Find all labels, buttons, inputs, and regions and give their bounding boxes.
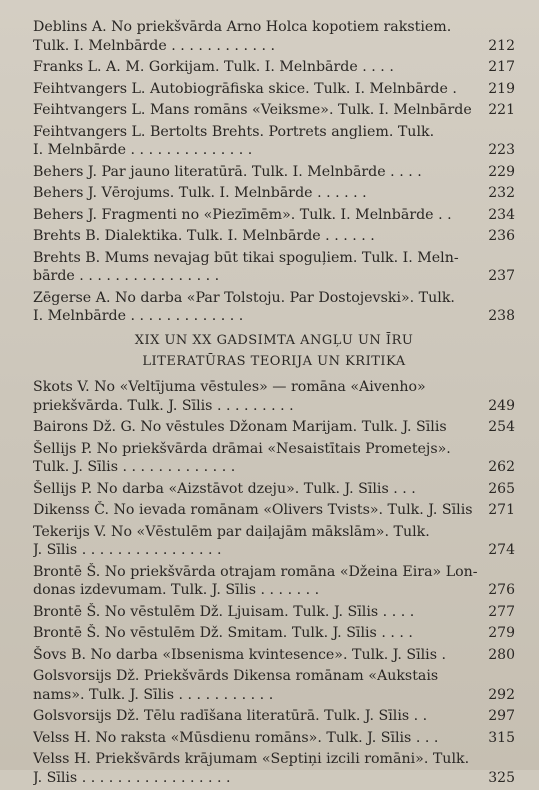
- toc-page-number: 254: [488, 419, 515, 435]
- toc-entry-line: Brehts B. Dialektika. Tulk. I. Melnbārde . . . . . .: [33, 228, 375, 244]
- toc-entry-line: Deblins A. No priekšvārda Arno Holca kopotiem rakstiem.: [33, 19, 452, 35]
- toc-page-number: 219: [488, 80, 515, 97]
- toc-entry-line: Tekerijs V. No «Vēstulēm par daiļajām mākslām». Tulk.: [33, 523, 430, 540]
- toc-entry-line: Velss H. No raksta «Mūsdienu romāns». Tulk. J. Sīlis . . .: [33, 729, 439, 746]
- toc-entry-line: Zēgerse A. No darba «Par Tolstoju. Par Dostojevski». Tulk.: [33, 289, 455, 306]
- toc-entry: [33, 440, 515, 477]
- toc-entry-line: Šovs B. No darba «Ibsenisma kvintesence». Tulk. J. Sīlis .: [33, 646, 447, 663]
- toc-entry: [33, 603, 515, 622]
- toc-page-number: 221: [488, 102, 515, 118]
- toc-entry-line: I. Melnbārde . . . . . . . . . . . . .: [33, 308, 244, 324]
- toc-entry: [33, 123, 515, 160]
- toc-page-number: 315: [488, 729, 515, 746]
- toc-entry: [33, 206, 515, 225]
- toc-page-number: 277: [488, 603, 515, 620]
- toc-entry-line: Tulk. I. Melnbārde . . . . . . . . . . . .: [33, 37, 276, 54]
- section-heading-line2: LITERATŪRAS TEORIJA UN KRITIKA: [142, 354, 406, 369]
- toc-entry-line: J. Sīlis . . . . . . . . . . . . . . . .: [33, 542, 222, 558]
- toc-page-number: 232: [488, 185, 515, 201]
- toc-entry-line: Šellijs P. No priekšvārda drāmai «Nesaistītais Prometejs».: [33, 440, 451, 457]
- toc-entry-line: Golsvorsijs Dž. Tēlu radīšana literatūrā. Tulk. J. Sīlis . .: [33, 708, 428, 724]
- toc-entry: [33, 249, 515, 286]
- toc-page-number: 249: [488, 397, 515, 414]
- toc-entry-line: J. Sīlis . . . . . . . . . . . . . . . . .: [33, 769, 231, 786]
- toc-entry-line: donas izdevumam. Tulk. J. Sīlis . . . . . . .: [33, 582, 320, 598]
- toc-page-number: 229: [488, 163, 515, 180]
- toc-entry: [33, 101, 515, 120]
- toc-list-english: [33, 378, 515, 790]
- toc-page-number: 280: [488, 646, 515, 663]
- toc-page-number: 262: [488, 459, 515, 475]
- toc-entry: [33, 729, 515, 748]
- toc-entry: [33, 227, 515, 246]
- toc-entry: [33, 523, 515, 560]
- toc-page-number: 265: [488, 480, 515, 497]
- toc-entry-line: Dikenss Č. No ievada romānam «Olivers Tvists». Tulk. J. Sīlis: [33, 502, 473, 518]
- toc-entry-line: Behers J. Vērojums. Tulk. I. Melnbārde . . . . . .: [33, 185, 367, 201]
- toc-page-number: 223: [488, 142, 515, 158]
- toc-page-number: 297: [488, 708, 515, 724]
- toc-entry-line: Velss H. Priekšvārds krājumam «Septiņi izcili romāni». Tulk.: [33, 751, 470, 767]
- toc-entry: [33, 378, 515, 415]
- toc-entry-line: Feihtvangers L. Mans romāns «Veiksme». Tulk. I. Melnbārde: [33, 102, 472, 118]
- toc-page-number: 292: [488, 686, 515, 703]
- toc-entry-line: Tulk. J. Sīlis . . . . . . . . . . . . .: [33, 459, 236, 475]
- toc-entry: [33, 163, 515, 182]
- toc-entry-line: Feihtvangers L. Autobiogrāfiska skice. Tulk. I. Melnbārde .: [33, 80, 457, 97]
- toc-entry-line: Bairons Dž. G. No vēstules Džonam Marijam. Tulk. J. Sīlis: [33, 419, 447, 435]
- toc-entry: [33, 18, 515, 55]
- toc-entry: [33, 750, 515, 787]
- toc-entry-line: nams». Tulk. J. Sīlis . . . . . . . . . . .: [33, 686, 274, 703]
- toc-list-german: [33, 18, 515, 329]
- toc-page-number: 217: [488, 59, 515, 75]
- toc-entry: [33, 58, 515, 77]
- toc-entry: [33, 184, 515, 203]
- toc-page-number: 212: [488, 37, 515, 54]
- toc-entry-line: Golsvorsijs Dž. Priekšvārds Dikensa romānam «Aukstais: [33, 668, 439, 684]
- toc-page-number: 325: [488, 769, 515, 786]
- section-heading: [33, 330, 515, 372]
- toc-entry: [33, 480, 515, 499]
- toc-entry-line: Šellijs P. No darba «Aizstāvot dzeju». Tulk. J. Sīlis . . .: [33, 480, 416, 497]
- toc-page-number: 276: [488, 582, 515, 598]
- toc-page-number: 279: [488, 625, 515, 641]
- toc-entry: [33, 289, 515, 326]
- toc-entry-line: Brontē Š. No vēstulēm Dž. Smitam. Tulk. J. Sīlis . . . .: [33, 625, 413, 641]
- toc-entry-line: priekšvārda. Tulk. J. Sīlis . . . . . . . . .: [33, 397, 294, 414]
- toc-entry-line: Brehts B. Mums nevajag būt tikai spoguļiem. Tulk. I. Meln-: [33, 249, 459, 266]
- toc-entry-line: Behers J. Par jauno literatūrā. Tulk. I. Melnbārde . . . .: [33, 163, 422, 180]
- toc-entry: [33, 501, 515, 520]
- toc-page-number: 234: [488, 206, 515, 223]
- toc-entry: [33, 646, 515, 665]
- toc-entry-line: I. Melnbārde . . . . . . . . . . . . . .: [33, 142, 253, 158]
- toc-entry-line: Feihtvangers L. Bertolts Brehts. Portrets angliem. Tulk.: [33, 123, 435, 140]
- toc-entry-line: Brontē Š. No vēstulēm Dž. Ljuisam. Tulk. J. Sīlis . . . .: [33, 603, 415, 620]
- toc-entry-line: Brontē Š. No priekšvārda otrajam romāna «Džeina Eira» Lon-: [33, 563, 478, 580]
- toc-entry-line: Skots V. No «Veltījuma vēstules» — romāna «Aivenho»: [33, 379, 426, 395]
- toc-entry: [33, 418, 515, 437]
- toc-page-number: 237: [488, 268, 515, 284]
- toc-page-number: 238: [488, 308, 515, 324]
- toc-entry: [33, 563, 515, 600]
- toc-page-number: 271: [488, 502, 515, 518]
- toc-entry-line: Franks L. A. M. Gorkijam. Tulk. I. Melnbārde . . . .: [33, 59, 394, 75]
- toc-entry: [33, 80, 515, 99]
- toc-entry: [33, 707, 515, 726]
- toc-entry-line: bārde . . . . . . . . . . . . . . . .: [33, 268, 220, 284]
- toc-page-number: 236: [488, 228, 515, 244]
- toc-entry: [33, 624, 515, 643]
- toc-page-number: 274: [488, 542, 515, 558]
- toc-entry: [33, 667, 515, 704]
- section-heading-line1: XIX UN XX GADSIMTA ANGĻU UN ĪRU: [134, 333, 414, 348]
- toc-entry-line: Behers J. Fragmenti no «Piezīmēm». Tulk. I. Melnbārde . .: [33, 206, 452, 223]
